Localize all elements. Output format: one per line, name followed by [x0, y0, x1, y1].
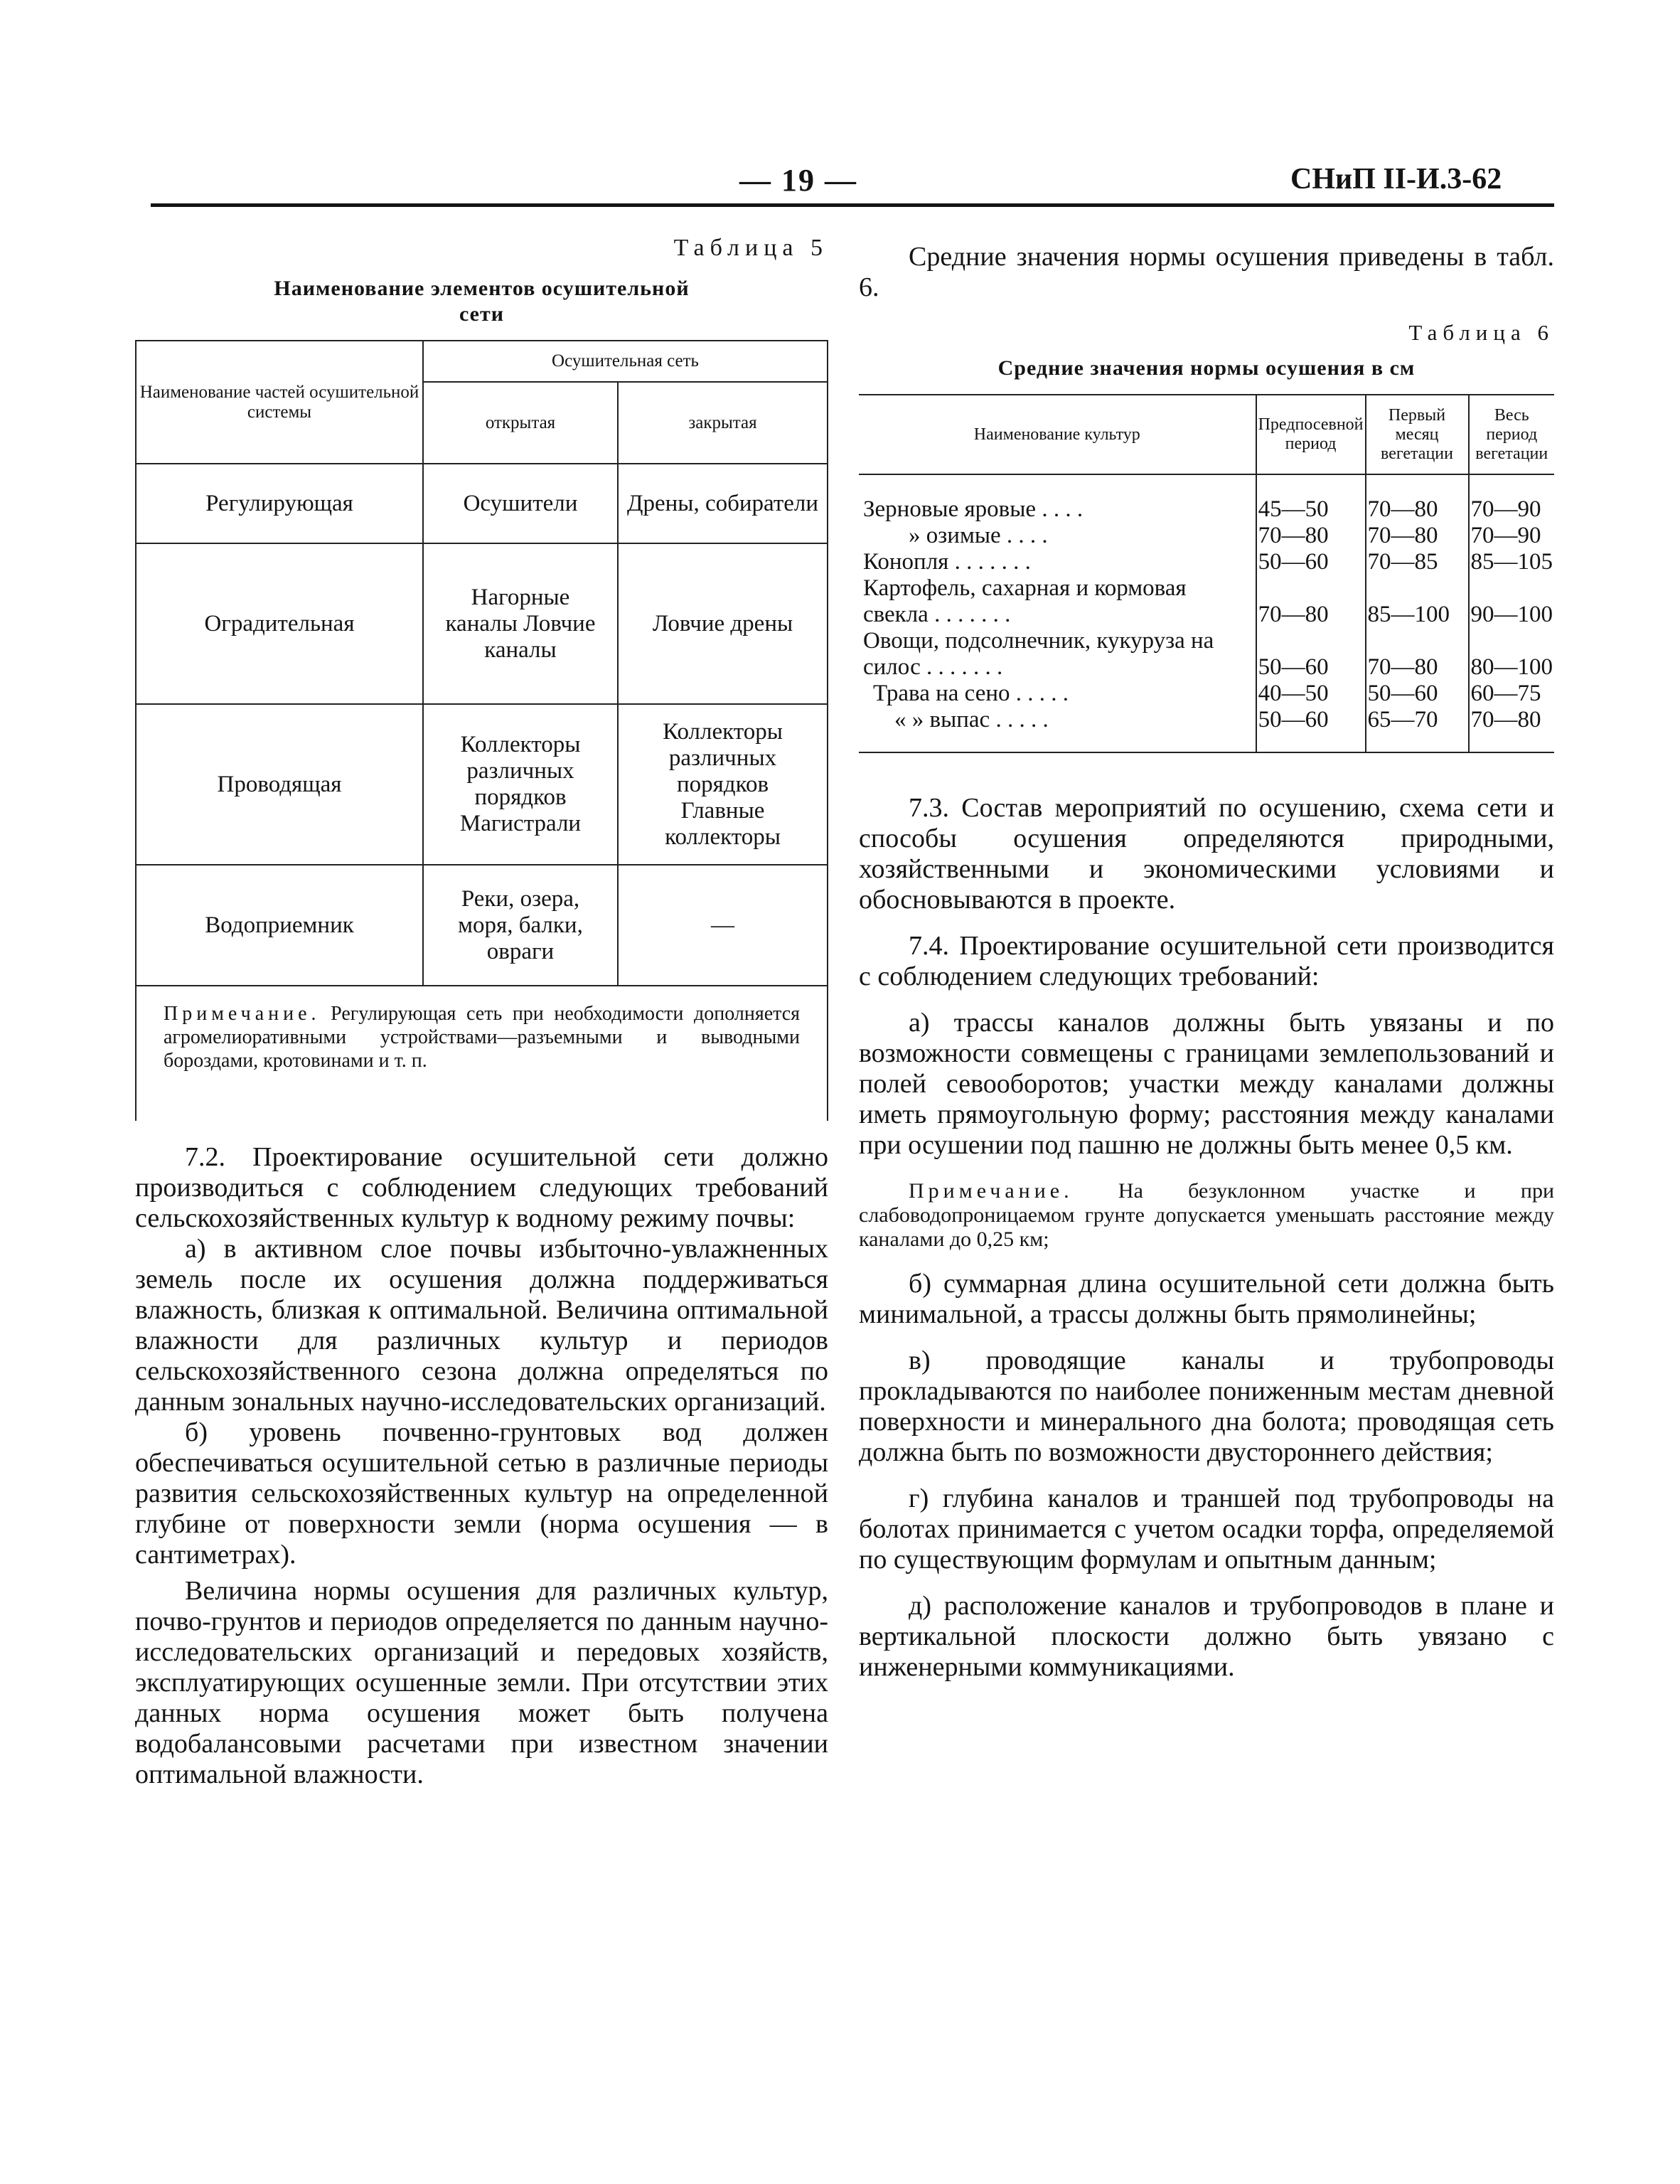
- table5-caption: Таблица 5: [673, 235, 828, 261]
- note-label: Примечание.: [164, 1003, 321, 1025]
- table6-caption: Таблица 6: [1408, 320, 1554, 345]
- table6-cell: 70—80: [1469, 707, 1555, 752]
- paragraph-7-4-g: г) глубина каналов и траншей под трубопроводы на болотах принимается с учетом осадки торфа, определяемой по существующим формулам и опытным данным;: [859, 1483, 1554, 1575]
- paragraph-7-4-a: а) трассы каналов должны быть увязаны и по возможности совмещены с границами землепользований и полей севооборотов; участки между каналами должны иметь прямоугольную форму; расстояния между каналами при осушении под пашню не должны быть менее 0,5 км.: [859, 1008, 1554, 1160]
- table6-cell: 70—85: [1366, 549, 1469, 575]
- header-rule: [151, 203, 1554, 207]
- table6-cell: 70—80: [1366, 474, 1469, 523]
- table-row: [859, 628, 1554, 681]
- table-row: [859, 523, 1554, 549]
- table6-cell: 80—100: [1469, 628, 1555, 681]
- table5-note: [136, 986, 828, 1121]
- table-row: [859, 474, 1554, 523]
- table6-cell: 85—105: [1469, 549, 1555, 575]
- table6-cell: 70—90: [1469, 523, 1555, 549]
- table5-head-group: Осушительная сеть: [423, 341, 828, 382]
- note-text: На безуклонном участке и при слабоводопроницаемом грунте допускается уменьшать расстояние между каналами до 0,25 км;: [859, 1179, 1554, 1251]
- table6-cell: 65—70: [1366, 707, 1469, 752]
- intro-paragraph: Средние значения нормы осушения приведены в табл. 6.: [859, 242, 1554, 302]
- right-column: [859, 235, 1554, 1683]
- paragraph-7-2-c: Величина нормы осушения для различных культур, почво-грунтов и периодов определяется по данным научно-исследовательских организаций и передовых хозяйств, эксплуатирующих осушенные земли. При отсутствии этих данных норма осушения может быть получена водобалансовыми расчетами при известном значении оптимальной влажности.: [135, 1576, 828, 1789]
- table5-cell: Осушители: [423, 464, 618, 543]
- table6-cell: 70—80: [1366, 628, 1469, 681]
- table5-cell: Ловчие дрены: [618, 543, 828, 704]
- table6-cell: 50—60: [1256, 707, 1366, 752]
- paragraph-7-2-a: а) в активном слое почвы избыточно-увлажненных земель после их осушения должна поддерживаться влажность, близкая к оптимальной. Величина оптимальной влажности для различных культур и периодов сельскохозяйственного сезона должна определяться по данным зональных научно-исследовательских организаций.: [135, 1234, 828, 1417]
- table6-cell: 45—50: [1256, 474, 1366, 523]
- table6-cell: Картофель, сахарная и кормовая свекла . . . . . . .: [863, 575, 1187, 627]
- table-row: [136, 464, 828, 543]
- paragraph-7-2-b: б) уровень почвенно-грунтовых вод должен обеспечиваться осушительной сетью в различные периоды развития сельскохозяйственных культур на определенной глубине от поверхности земли (норма осушения — в сантиметрах).: [135, 1417, 828, 1570]
- table5-cell: —: [618, 865, 828, 986]
- note-text: Регулирующая сеть при необходимости дополняется агромелиоративными устройствами—разъемными и выводными бороздами, кротовинами и т. п.: [164, 1003, 801, 1072]
- table5-cell: Реки, озера, моря, балки, овраги: [423, 865, 618, 986]
- table5-head-parts: Наименование частей осушительной системы: [136, 341, 423, 464]
- table6-cell: » озимые . . . .: [909, 523, 1048, 548]
- table5-title: Наименование элементов осушительной сети: [274, 277, 690, 326]
- paragraph-7-4-d: д) расположение каналов и трубопроводов в плане и вертикальной плоскости должно быть увязано с инженерными коммуникациями.: [859, 1591, 1554, 1682]
- paragraph-7-3: 7.3. Состав мероприятий по осушению, схема сети и способы осушения определяются природными, хозяйственными и экономическими условиями и обосновываются в проекте.: [859, 793, 1554, 915]
- table-row: [859, 575, 1554, 628]
- table6-cell: 70—80: [1366, 523, 1469, 549]
- table5-cell: Коллекторы различных порядков Магистрали: [423, 704, 618, 865]
- table6-head-pre: Предпосевной период: [1256, 395, 1366, 474]
- table-row: [136, 865, 828, 986]
- table6-cell: Трава на сено . . . . .: [873, 681, 1069, 706]
- table5: [135, 340, 828, 1121]
- table-row: [859, 549, 1554, 575]
- table6-cell: 50—60: [1256, 549, 1366, 575]
- table-row: [136, 704, 828, 865]
- document-code: СНиП II-И.3-62: [1290, 163, 1502, 196]
- paragraph-7-4: 7.4. Проектирование осушительной сети производится с соблюдением следующих требований:: [859, 931, 1554, 991]
- table6-cell: 70—80: [1256, 523, 1366, 549]
- table6-head-first: Первый месяц вегетации: [1366, 395, 1469, 474]
- table6-cell: 90—100: [1469, 575, 1555, 628]
- page-number: — 19 —: [739, 163, 857, 198]
- table6-cell: 50—60: [1256, 628, 1366, 681]
- table-row: [859, 681, 1554, 707]
- table5-cell: Дрены, собиратели: [618, 464, 828, 543]
- table6-cell: 70—80: [1256, 575, 1366, 628]
- table6-cell: 40—50: [1256, 681, 1366, 707]
- paragraph-7-4-b: б) суммарная длина осушительной сети должна быть минимальной, а трассы должны быть прямолинейны;: [859, 1269, 1554, 1329]
- table5-cell: Коллекторы различных порядков Главные коллекторы: [618, 704, 828, 865]
- table5-cell: Оградительная: [136, 543, 423, 704]
- table5-cell: Нагорные каналы Ловчие каналы: [423, 543, 618, 704]
- table6-head-whole: Весь период вегетации: [1469, 395, 1555, 474]
- paragraph-7-4-v: в) проводящие каналы и трубопроводы прокладываются по наиболее пониженным местам дневной поверхности и минерального дна болота; проводящая сеть должна быть по возможности двустороннего действия;: [859, 1346, 1554, 1467]
- table5-cell: Регулирующая: [136, 464, 423, 543]
- left-column: [135, 235, 828, 1790]
- table6-cell: 60—75: [1469, 681, 1555, 707]
- table5-head-closed: закрытая: [618, 382, 828, 464]
- table6-cell: Овощи, подсолнечник, кукуруза на силос . . . . . . .: [863, 628, 1214, 680]
- table6-cell: 85—100: [1366, 575, 1469, 628]
- note-label: Примечание.: [909, 1179, 1074, 1203]
- table6-cell: Зерновые яровые . . . .: [863, 496, 1084, 522]
- table5-head-open: открытая: [423, 382, 618, 464]
- table6-head-crop: Наименование культур: [859, 395, 1256, 474]
- table6: [859, 394, 1554, 753]
- table6-cell: Конопля . . . . . . .: [863, 549, 1031, 575]
- note-7-4: [859, 1179, 1554, 1252]
- table6-cell: « » выпас . . . . .: [894, 707, 1049, 733]
- paragraph-7-2: 7.2. Проектирование осушительной сети должно производиться с соблюдением следующих требований сельскохозяйственных культур к водному режиму почвы:: [135, 1142, 828, 1233]
- table6-cell: 50—60: [1366, 681, 1469, 707]
- table6-title: Средние значения нормы осушения в см: [997, 356, 1416, 380]
- table-row: [859, 707, 1554, 752]
- table6-cell: 70—90: [1469, 474, 1555, 523]
- table5-cell: Проводящая: [136, 704, 423, 865]
- table-row: [136, 543, 828, 704]
- table5-cell: Водоприемник: [136, 865, 423, 986]
